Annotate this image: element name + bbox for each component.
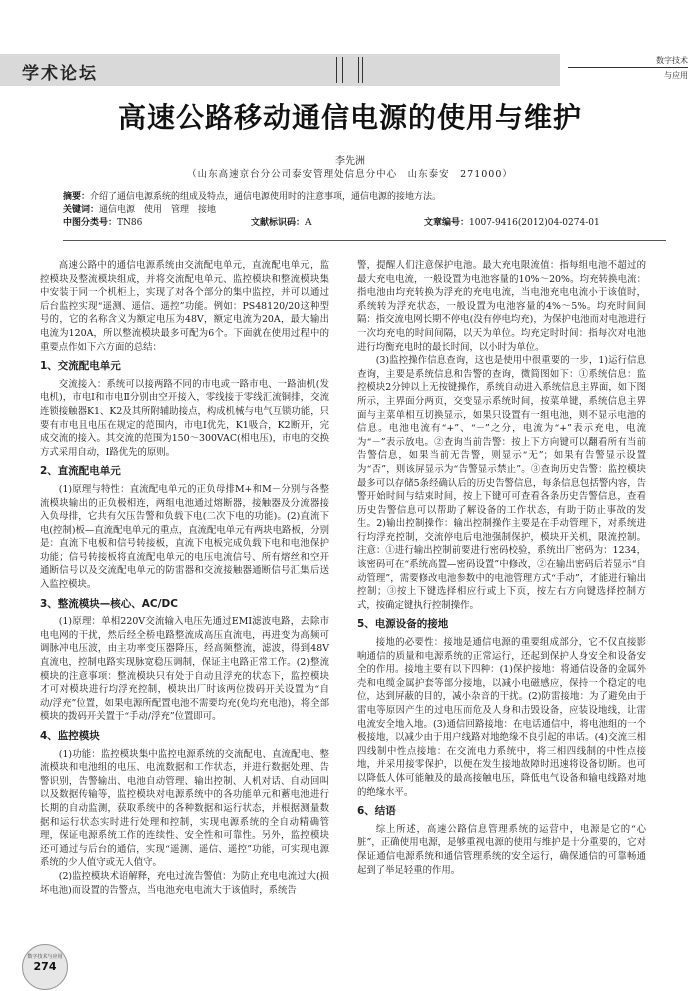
keywords: 关键词：通信电源 使用 管理 接地: [63, 205, 217, 215]
abstract: 摘要：介绍了通信电源系统的组成及特点，通信电源使用时的注意事项，通信电源的接地方法。: [63, 192, 442, 202]
affiliation: （山东高速京台分公司泰安管理处信息分中心 山东泰安 271000）: [187, 169, 513, 180]
classification-row: 中图分类号：TN86 文献标识码：A 文章编号：1007-9416(2012)04-0274-01: [63, 218, 600, 228]
journal-mark-bottom: 与应用: [664, 71, 688, 80]
paragraph: (1)功能：监控模块集中监控电源系统的交流配电、直流配电、整流模块和电池组的电压、电流数据和工作状态，并进行数据处理、告警识别，告警输出、电池自动管理、输出控制、人机对话、自动回叫以及数据传输等，监控模块对电源系统中的各功能单元和蓄电池进行长期的自动监测，获取系统中的各种数据和运行状态，并根据测量数据和运行状态实时进行处理和控制，实现电源系统的全自动精确管理，保证电源系统工作的连续性、安全性和可靠性。另外，监控模块还可通过与后台的通信，实现“遥测、遥信、遥控”功能，可实现电源系统的少人值守或无人值守。: [40, 748, 329, 869]
intro-paragraph: 高速公路中的通信电源系统由交流配电单元，直流配电单元，监控模块及整流模块组成，并将交流配电单元、监控模块和整流模块集中安装于同一个机柜上，实现了对各个部分的集中监控，并可以通过后台监控实现“遥测、遥信、遥控”功能。例如：PS48120/20这种型号的，它的名称含义为额定电压为48V，额定电流为20A，最大输出电流为120A，所以整流模块最多可配为6个。下面就在使用过程中的重要点作如下六方面的总结：: [40, 260, 329, 353]
page-number-badge: [22, 944, 68, 990]
paragraph: (2)监控模块术语解释，充电过流告警值：为防止充电电流过大(损坏电池)而设置的告警点，当电池充电电流大于该值时，系统告: [40, 870, 329, 896]
section-heading: 2、直流配电单元: [40, 465, 121, 478]
journal-mark: [568, 55, 688, 91]
paragraph: (3)监控操作信息查询，这也是使用中很重要的一步，1)运行信息查询，主要是系统信息和告警的查询，微简图如下：①系统信息：监控模块2分钟以上无按键操作，系统自动进入系统信息主界面，如下图所示，主界面分两页，交变显示系统时间，按菜单键，系统信息主界面与主菜单相互切换显示，如果只设置有一组电池，则不显示电池的信息。电池电流有“+”、“－”之分，电流为“+”表示充电，电流为“－”表示放电。②查询当前告警：按上下方向键可以翻看所有当前告警信息，如果当前无告警，则显示“无”；如果有告警显示设置为“否”，则该屏显示为“告警显示禁止”。③查询历史告警：监控模块最多可以存储5条经确认后的历史告警信息，每条信息包括警内容，告警开始时间与结束时间，按上下键可可查看各条历史告警信息，查看历史告警信息可以帮助了解设备的工作状态，有助于防止事故的发生。2)输出控制操作：输出控制操作主要是在手动管理下，对系统进行均浮充控制，交流停电后电池强制保护，模块开关机，限流控制。注意：①进行输出控制前要进行密码校验，系统出厂密码为：1234，该密码可在“系统高置—密码设置”中修改，②在输出密码后若显示“自动管理”，需要修改电池参数中的电池管理方式“手动”，才能进行输出控制；③按上下键选择相应行或上下页，按左右方向键选择控制方式，按确定键执行控制操作。: [357, 355, 646, 611]
paragraph: (1)原理与特性：直流配电单元的正负母排M+和M－分别与各整流模块输出的正负极相连，两组电池通过熔断器，接触器及分流器接入负母排，它共有欠压告警和负载下电(二次下电的功能)。(2)直流下电(控制)板—直流配电单元的重点，直流配电单元有两块电路板，分别是：直流下电板和信号转接板，直流下电板完成负载下电和电池保护功能；信号转接板将直流配电单元的电压电流信号、所有熔丝和空开通断信号以及交流配电单元的防雷器和交流接触器通断信号汇集后送入监控模块。: [40, 483, 329, 591]
section-heading: 4、监控模块: [40, 730, 100, 742]
paragraph: 警，提醒人们注意保护电池。最大充电限流值：指每组电池不超过的最大充电电流，一般设置为电池容量的10%～20%。均充转换电流：指电池由均充转换为浮充的充电电流，当电池充电电流小于该值时，系统转为浮充状态，一般设置为电池容量的4%～5%。均充时间间隔：指交流电网长期不停电(没有停电均充)，为保护电池而对电池进行一次均充电的时间间隔，以天为单位。均充定时时间：指每次对电池进行均衡充电时的最长时间，以小时为单位。: [357, 260, 646, 353]
journal-mark-top: 数字技术: [568, 55, 688, 68]
page-number: 274: [33, 960, 57, 973]
section-heading: 6、结语: [357, 805, 396, 818]
paragraph: 接地的必要性：接地是通信电源的重要组成部分，它不仅直接影响通信的质量和电源系统的正常运行，还起到保护人身安全和设备安全的作用。接地主要有以下四种：(1)保护接地：将通信设备的金属外壳和电缆金属护套等部分接地，以减小电磁感应，保持一个稳定的电位，达到屏蔽的目的，减小杂音的干扰。(2)防雷接地：为了避免由于雷电等原因产生的过电压而危及人身和击毁设备，应装设地线，让雷电流安全地入地。(3)通信回路接地：在电话通信中，将电池组的一个极接地，以减少由于用户线路对地绝缘不良引起的串话。(4)交流三相四线制中性点接地：在交流电力系统中，将三相四线制的中性点接地，并采用接零保护，以便在发生接地故障时迅速将设备切断。也可以降低人体可能触及的最高接触电压，降低电气设备和输电线路对地的绝缘水平。: [357, 637, 646, 798]
paragraph: 综上所述，高速公路信息管理系统的运营中，电源是它的“心脏”，正确使用电源，是够重视电源的使用与维护是十分重要的，它对保证通信电源系统和通信管理系统的安全运行，确保通信的可靠畅通起到了举足轻重的作用。: [357, 823, 646, 876]
right-column: [357, 259, 646, 877]
section-label: 学术论坛: [22, 64, 98, 84]
left-column: [40, 259, 329, 897]
section-heading: 1、交流配电单元: [40, 360, 121, 373]
section-heading: 5、电源设备的接地: [357, 618, 449, 631]
paragraph: 交流接入：系统可以接两路不同的市电或一路市电、一路油机(发电机)，市电Ⅰ和市电Ⅱ分别由空开接入，零线接于零线汇流铜排，交流连锁接触器K1、K2及其所附辅助接点，构成机械与电气互锁功能，只要有市电且电压在规定的范围内，市电Ⅰ优先，K1吸合，K2断开，完成交流的接入。其交流的范围为150～300VAC(相电压)，市电的交换方式采用自动，Ⅰ路优先的原则。: [40, 378, 329, 458]
meta-block: [63, 191, 663, 230]
section-heading: 3、整流模块—核心、AC/DC: [40, 597, 178, 610]
article-title: 高速公路移动通信电源的使用与维护: [117, 101, 582, 134]
author: 李先洲: [335, 156, 365, 167]
paragraph: (1)原理：单相220V交流输入电压先通过EMI滤波电路，去除市电电网的干扰，然后经全桥电路整流成高压直流电，再进变为高频可调脉冲电压波，由主功率变压器降压，经高频整流，滤波，得到48V直流电，控制电路实现脉宽稳压调制，保证主电路正常工作。(2)整流模块的注意事项：整流模块只有处于自动且浮充的状态下，监控模块才可对模块进行均浮充控制，模块出厂时该两位拨码开关设置为“自动/浮充”位置，如果电源所配置电池不需要均充(免均充电池)，将全部模块的拨码开关置于“手动/浮充”位置即可。: [40, 616, 329, 723]
meta-rule: [63, 240, 666, 241]
badge-journal-text: 数字技术与应用: [27, 954, 63, 960]
